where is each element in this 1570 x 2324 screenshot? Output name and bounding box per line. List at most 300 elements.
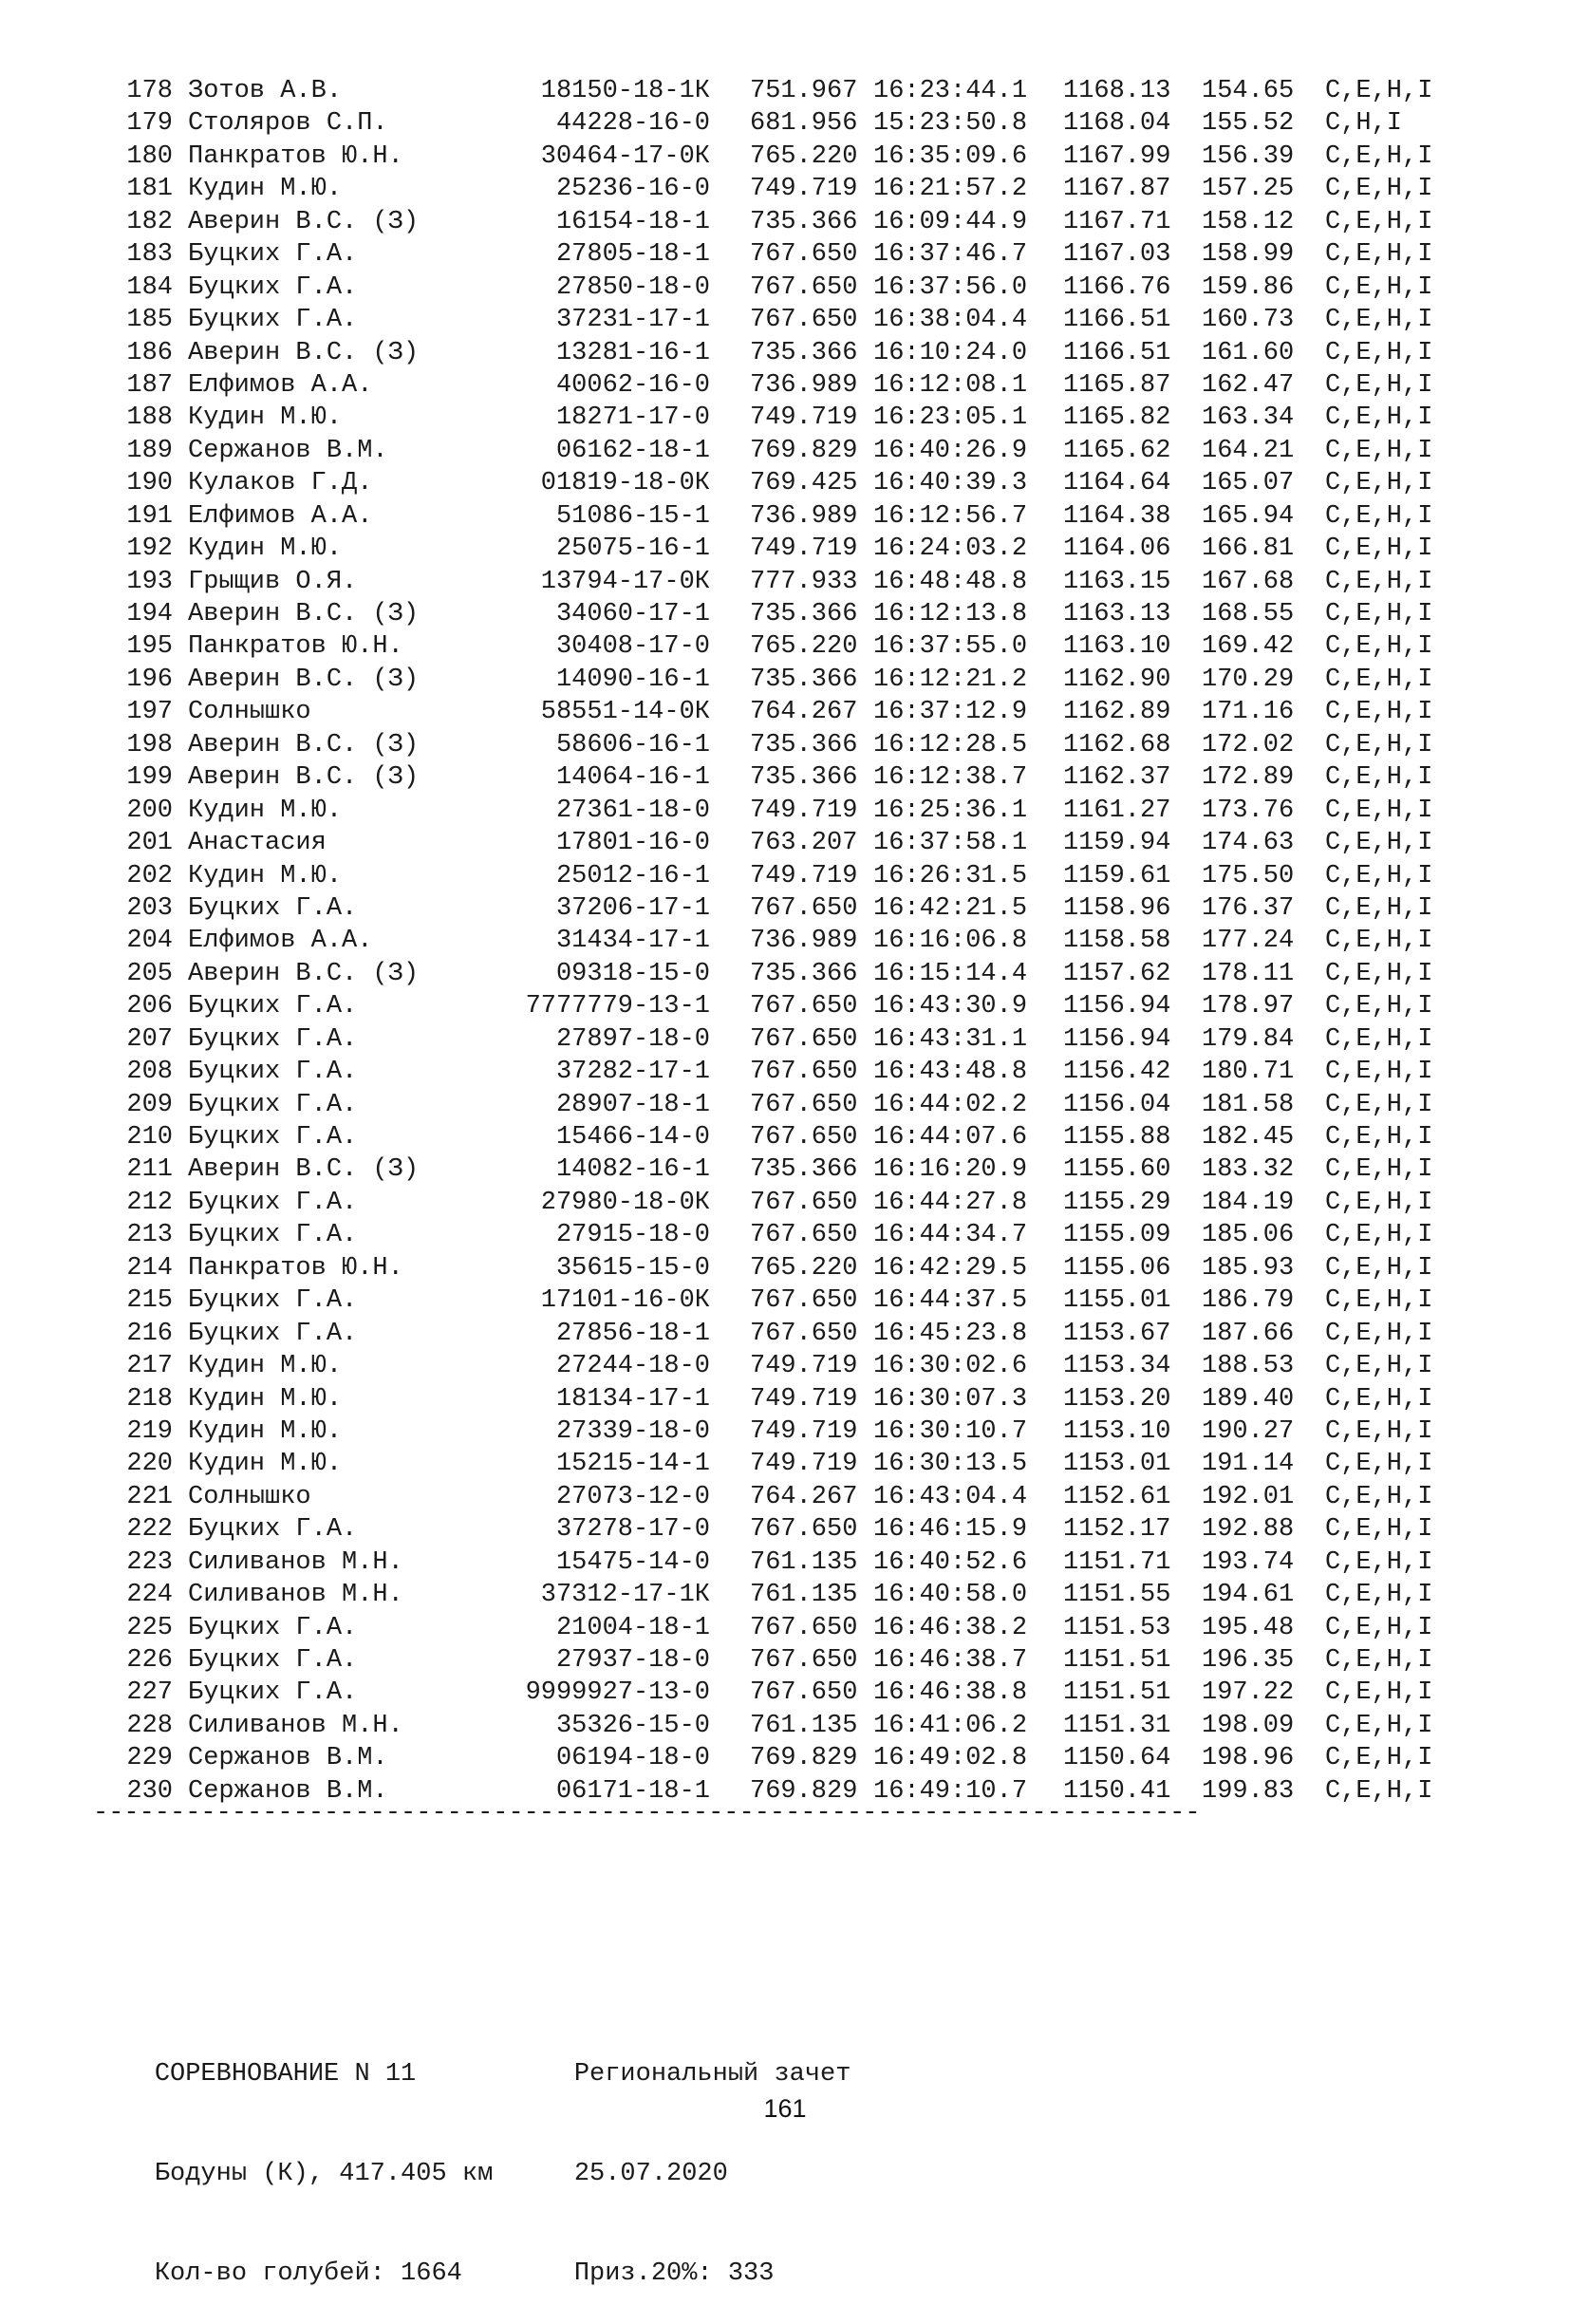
footer-row-3 [93, 2224, 850, 2288]
categories: C,E,H,I [1325, 1058, 1433, 1087]
place-number: 209 [126, 1090, 173, 1119]
categories: C,E,H,I [1325, 370, 1433, 400]
place-number: 207 [126, 1024, 173, 1054]
fancier-name: Кудин М.Ю. [188, 534, 343, 564]
place-number: 215 [126, 1286, 173, 1316]
distance: 749.719 [750, 1450, 858, 1479]
ring-number: 28907-18-1 [555, 1090, 710, 1119]
ring-number: 18271-17-0 [555, 403, 710, 433]
categories: C,E,H,I [1325, 1253, 1433, 1283]
fancier-name: Кудин М.Ю. [188, 861, 343, 890]
table-row [95, 272, 1432, 304]
table-row [95, 696, 1432, 728]
coefficient: 193.74 [1202, 1547, 1295, 1577]
fancier-name: Аверин В.С. (З) [188, 665, 420, 694]
distance: 767.650 [750, 272, 858, 302]
speed: 1155.09 [1063, 1221, 1171, 1250]
coefficient: 191.14 [1202, 1450, 1295, 1479]
distance: 749.719 [750, 796, 858, 825]
place-number: 184 [126, 272, 173, 302]
speed: 1167.99 [1063, 141, 1171, 171]
coefficient: 198.96 [1202, 1744, 1295, 1773]
fancier-name: Буцких Г.А. [188, 240, 358, 270]
ring-number: 15466-14-0 [555, 1123, 710, 1152]
place-number: 205 [126, 959, 173, 988]
distance: 735.366 [750, 959, 858, 988]
table-row [95, 1219, 1432, 1251]
categories: C,E,H,I [1325, 141, 1433, 171]
speed: 1167.71 [1063, 207, 1171, 236]
arrival-time: 16:41:06.2 [873, 1711, 1028, 1740]
fancier-name: Аверин В.С. (З) [188, 1155, 420, 1185]
coefficient: 159.86 [1202, 272, 1295, 302]
speed: 1159.94 [1063, 829, 1171, 858]
speed: 1162.90 [1063, 665, 1171, 694]
fancier-name: Панкратов Ю.Н. [188, 632, 403, 662]
coefficient: 170.29 [1202, 665, 1295, 694]
coefficient: 165.94 [1202, 501, 1295, 531]
fancier-name: Буцких Г.А. [188, 1090, 358, 1119]
place-number: 183 [126, 240, 173, 270]
table-row [95, 1284, 1432, 1317]
distance: 767.650 [750, 992, 858, 1021]
table-row [95, 925, 1432, 957]
categories: C,E,H,I [1325, 1450, 1433, 1479]
fancier-name: Солнышко [188, 698, 311, 727]
ring-number: 06171-18-1 [555, 1776, 710, 1806]
categories: C,E,H,I [1325, 796, 1433, 825]
footer-row-1 [93, 2025, 851, 2089]
distance: 749.719 [750, 403, 858, 433]
speed: 1158.58 [1063, 927, 1171, 956]
ring-number: 18150-18-1К [540, 77, 710, 105]
ring-number: 37312-17-1К [540, 1581, 710, 1610]
categories: C,E,H,I [1325, 1384, 1433, 1414]
coefficient: 178.97 [1202, 992, 1295, 1021]
speed: 1166.76 [1063, 272, 1171, 302]
categories: C,E,H,I [1325, 1744, 1433, 1773]
categories: C,E,H,I [1325, 1286, 1433, 1316]
table-row [95, 630, 1432, 663]
place-number: 179 [126, 109, 173, 139]
table-row [95, 1252, 1432, 1284]
categories: C,E,H,I [1325, 1188, 1433, 1217]
coefficient: 186.79 [1202, 1286, 1295, 1316]
coefficient: 192.88 [1202, 1515, 1295, 1545]
speed: 1155.06 [1063, 1253, 1171, 1283]
speed: 1162.37 [1063, 763, 1171, 793]
speed: 1153.01 [1063, 1450, 1171, 1479]
categories: C,E,H,I [1325, 1221, 1433, 1250]
speed: 1152.17 [1063, 1515, 1171, 1545]
table-row [95, 598, 1432, 630]
speed: 1162.68 [1063, 730, 1171, 759]
speed: 1164.06 [1063, 534, 1171, 564]
ring-number: 58606-16-1 [555, 730, 710, 759]
coefficient: 154.65 [1202, 77, 1295, 105]
coefficient: 185.93 [1202, 1253, 1295, 1283]
ring-number: 27897-18-0 [555, 1024, 710, 1054]
table-row [95, 664, 1432, 696]
fancier-name: Елфимов А.А. [188, 927, 373, 956]
distance: 764.267 [750, 1482, 858, 1511]
place-number: 212 [126, 1188, 173, 1217]
fancier-name: Панкратов Ю.Н. [188, 141, 403, 171]
place-number: 218 [126, 1384, 173, 1414]
table-row [95, 141, 1432, 173]
distance: 767.650 [750, 1319, 858, 1348]
speed: 1168.04 [1063, 109, 1171, 139]
arrival-time: 16:09:44.9 [873, 207, 1028, 236]
ring-number: 13281-16-1 [555, 338, 710, 367]
speed: 1166.51 [1063, 306, 1171, 335]
coefficient: 158.99 [1202, 240, 1295, 270]
arrival-time: 16:43:04.4 [873, 1482, 1028, 1511]
categories: C,E,H,I [1325, 403, 1433, 433]
speed: 1167.87 [1063, 175, 1171, 204]
speed: 1159.61 [1063, 861, 1171, 890]
table-row [95, 1415, 1432, 1448]
coefficient: 172.89 [1202, 763, 1295, 793]
fancier-name: Аверин В.С. (З) [188, 338, 420, 367]
distance: 767.650 [750, 240, 858, 270]
ring-number: 37231-17-1 [555, 306, 710, 335]
coefficient: 181.58 [1202, 1090, 1295, 1119]
arrival-time: 16:49:10.7 [873, 1776, 1028, 1806]
place-number: 180 [126, 141, 173, 171]
table-row [95, 1481, 1432, 1513]
distance: 769.829 [750, 436, 858, 465]
fancier-name: Буцких Г.А. [188, 1058, 358, 1087]
fancier-name: Буцких Г.А. [188, 1678, 358, 1708]
place-number: 195 [126, 632, 173, 662]
table-row [95, 435, 1432, 467]
ring-number: 27850-18-0 [555, 272, 710, 302]
categories: C,E,H,I [1325, 1090, 1433, 1119]
categories: C,E,H,I [1325, 1678, 1433, 1708]
ring-number: 16154-18-1 [555, 207, 710, 236]
speed: 1163.10 [1063, 632, 1171, 662]
speed: 1166.51 [1063, 338, 1171, 367]
categories: C,E,H,I [1325, 1352, 1433, 1381]
ring-number: 27937-18-0 [555, 1646, 710, 1675]
arrival-time: 16:12:38.7 [873, 763, 1028, 793]
arrival-time: 16:46:38.2 [873, 1613, 1028, 1642]
fancier-name: Столяров С.П. [188, 109, 388, 139]
table-row [95, 892, 1432, 925]
categories: C,E,H,I [1325, 1319, 1433, 1348]
arrival-time: 16:16:20.9 [873, 1155, 1028, 1185]
arrival-time: 16:24:03.2 [873, 534, 1028, 564]
ring-number: 9999927-13-0 [525, 1678, 710, 1708]
distance: 735.366 [750, 1155, 858, 1185]
fancier-name: Аверин В.С. (З) [188, 207, 420, 236]
ring-number: 27980-18-0К [540, 1188, 710, 1217]
place-number: 187 [126, 370, 173, 400]
table-row [95, 1546, 1432, 1579]
arrival-time: 16:43:31.1 [873, 1024, 1028, 1054]
table-row [95, 1383, 1432, 1415]
arrival-time: 16:15:14.4 [873, 959, 1028, 988]
categories: C,E,H,I [1325, 1416, 1433, 1446]
distance: 749.719 [750, 1416, 858, 1446]
ring-number: 27073-12-0 [555, 1482, 710, 1511]
distance: 761.135 [750, 1547, 858, 1577]
categories: C,E,H,I [1325, 632, 1433, 662]
fancier-name: Буцких Г.А. [188, 893, 358, 923]
coefficient: 183.32 [1202, 1155, 1295, 1185]
coefficient: 185.06 [1202, 1221, 1295, 1250]
coefficient: 180.71 [1202, 1058, 1295, 1087]
ring-number: 27805-18-1 [555, 240, 710, 270]
distance: 735.366 [750, 763, 858, 793]
coefficient: 190.27 [1202, 1416, 1295, 1446]
arrival-time: 16:40:26.9 [873, 436, 1028, 465]
distance: 767.650 [750, 1613, 858, 1642]
categories: C,E,H,I [1325, 1776, 1433, 1806]
place-number: 222 [126, 1515, 173, 1545]
ring-number: 30464-17-0К [540, 141, 710, 171]
table-row [95, 1742, 1432, 1774]
arrival-time: 16:12:08.1 [873, 370, 1028, 400]
distance: 767.650 [750, 1090, 858, 1119]
arrival-time: 16:46:38.7 [873, 1646, 1028, 1675]
ring-number: 14064-16-1 [555, 763, 710, 793]
fancier-name: Сержанов В.М. [188, 1744, 388, 1773]
place-number: 191 [126, 501, 173, 531]
competition-number: СОРЕВНОВАНИЕ N 11 [154, 2060, 417, 2089]
fancier-name: Сержанов В.М. [188, 1776, 388, 1806]
speed: 1164.38 [1063, 501, 1171, 531]
distance: 736.989 [750, 370, 858, 400]
place-number: 210 [126, 1123, 173, 1152]
place-number: 189 [126, 436, 173, 465]
arrival-time: 16:37:56.0 [873, 272, 1028, 302]
place-number: 211 [126, 1155, 173, 1185]
fancier-name: Аверин В.С. (З) [188, 730, 420, 759]
fancier-name: Кудин М.Ю. [188, 1416, 343, 1446]
coefficient: 162.47 [1202, 370, 1295, 400]
table-row [95, 795, 1432, 827]
coefficient: 199.83 [1202, 1776, 1295, 1806]
speed: 1150.41 [1063, 1776, 1171, 1806]
fancier-name: Буцких Г.А. [188, 272, 358, 302]
categories: C,E,H,I [1325, 1155, 1433, 1185]
arrival-time: 16:45:23.8 [873, 1319, 1028, 1348]
speed: 1152.61 [1063, 1482, 1171, 1511]
arrival-time: 16:38:04.4 [873, 306, 1028, 335]
place-number: 225 [126, 1613, 173, 1642]
fancier-name: Кудин М.Ю. [188, 796, 343, 825]
table-row [95, 107, 1432, 140]
categories: C,E,H,I [1325, 665, 1433, 694]
speed: 1155.60 [1063, 1155, 1171, 1185]
distance: 767.650 [750, 1515, 858, 1545]
categories: C,E,H,I [1325, 240, 1433, 270]
ring-number: 34060-17-1 [555, 600, 710, 628]
place-number: 188 [126, 403, 173, 433]
speed: 1156.04 [1063, 1090, 1171, 1119]
categories: C,E,H,I [1325, 992, 1433, 1021]
ring-number: 37278-17-0 [555, 1515, 710, 1545]
distance: 736.989 [750, 927, 858, 956]
speed: 1156.94 [1063, 1024, 1171, 1054]
arrival-time: 16:42:29.5 [873, 1253, 1028, 1283]
coefficient: 172.02 [1202, 730, 1295, 759]
fancier-name: Буцких Г.А. [188, 1646, 358, 1675]
table-row [95, 1187, 1432, 1219]
distance: 765.220 [750, 1253, 858, 1283]
table-row [95, 761, 1432, 794]
place-number: 196 [126, 665, 173, 694]
ring-number: 25012-16-1 [555, 861, 710, 890]
speed: 1153.20 [1063, 1384, 1171, 1414]
ring-number: 21004-18-1 [555, 1613, 710, 1642]
coefficient: 158.12 [1202, 207, 1295, 236]
place-number: 213 [126, 1221, 173, 1250]
table-row [95, 1056, 1432, 1088]
coefficient: 188.53 [1202, 1352, 1295, 1381]
ring-number: 7777779-13-1 [525, 992, 710, 1021]
table-row [95, 402, 1432, 434]
arrival-time: 16:30:07.3 [873, 1384, 1028, 1414]
arrival-time: 16:44:27.8 [873, 1188, 1028, 1217]
speed: 1151.55 [1063, 1581, 1171, 1610]
distance: 764.267 [750, 698, 858, 727]
categories: C,E,H,I [1325, 1482, 1433, 1511]
coefficient: 168.55 [1202, 600, 1295, 628]
coefficient: 161.60 [1202, 338, 1295, 367]
speed: 1151.71 [1063, 1547, 1171, 1577]
place-number: 197 [126, 698, 173, 727]
fancier-name: Аверин В.С. (З) [188, 600, 420, 628]
place-number: 198 [126, 730, 173, 759]
arrival-time: 16:44:37.5 [873, 1286, 1028, 1316]
speed: 1153.34 [1063, 1352, 1171, 1381]
fancier-name: Аверин В.С. (З) [188, 959, 420, 988]
table-row [95, 1612, 1432, 1644]
ring-number: 27244-18-0 [555, 1352, 710, 1381]
place-number: 199 [126, 763, 173, 793]
speed: 1161.27 [1063, 796, 1171, 825]
coefficient: 184.19 [1202, 1188, 1295, 1217]
place-number: 220 [126, 1450, 173, 1479]
speed: 1156.94 [1063, 992, 1171, 1021]
distance: 751.967 [750, 77, 858, 105]
arrival-time: 16:44:34.7 [873, 1221, 1028, 1250]
table-row [95, 1644, 1432, 1677]
arrival-time: 16:37:46.7 [873, 240, 1028, 270]
ring-number: 27915-18-0 [555, 1221, 710, 1250]
ring-number: 30408-17-0 [555, 632, 710, 662]
page-number: 161 [763, 2094, 807, 2123]
ring-number: 58551-14-0К [540, 698, 710, 727]
arrival-time: 16:48:48.8 [873, 567, 1028, 596]
arrival-time: 16:46:15.9 [873, 1515, 1028, 1545]
place-number: 216 [126, 1319, 173, 1348]
place-number: 219 [126, 1416, 173, 1446]
arrival-time: 16:35:09.6 [873, 141, 1028, 171]
categories: C,E,H,I [1325, 77, 1433, 105]
place-number: 203 [126, 893, 173, 923]
distance: 749.719 [750, 1384, 858, 1414]
place-number: 190 [126, 469, 173, 498]
speed: 1151.31 [1063, 1711, 1171, 1740]
ring-number: 40062-16-0 [555, 370, 710, 400]
categories: C,E,H,I [1325, 829, 1433, 858]
speed: 1158.96 [1063, 893, 1171, 923]
place-number: 223 [126, 1547, 173, 1577]
distance: 681.956 [750, 109, 858, 139]
categories: C,E,H,I [1325, 1581, 1433, 1610]
fancier-name: Кудин М.Ю. [188, 175, 343, 204]
ring-number: 15215-14-1 [555, 1450, 710, 1479]
fancier-name: Грыщив О.Я. [188, 567, 358, 596]
place-number: 193 [126, 567, 173, 596]
place-number: 206 [126, 992, 173, 1021]
speed: 1165.87 [1063, 370, 1171, 400]
competition-date: 25.07.2020 [573, 2160, 728, 2188]
place-number: 224 [126, 1581, 173, 1610]
arrival-time: 16:30:13.5 [873, 1450, 1028, 1479]
distance: 749.719 [750, 1352, 858, 1381]
place-number: 217 [126, 1352, 173, 1381]
coefficient: 167.68 [1202, 567, 1295, 596]
place-number: 230 [126, 1776, 173, 1806]
place-number: 204 [126, 927, 173, 956]
distance: 749.719 [750, 534, 858, 564]
arrival-time: 16:49:02.8 [873, 1744, 1028, 1773]
place-number: 228 [126, 1711, 173, 1740]
distance: 767.650 [750, 1188, 858, 1217]
coefficient: 157.25 [1202, 175, 1295, 204]
footer-row-2 [93, 2125, 850, 2188]
arrival-time: 16:12:13.8 [873, 600, 1028, 628]
coefficient: 173.76 [1202, 796, 1295, 825]
speed: 1151.53 [1063, 1613, 1171, 1642]
release-location: Бодуны (К), 417.405 км [154, 2160, 494, 2188]
categories: C,E,H,I [1325, 893, 1433, 923]
results-table [95, 75, 1432, 1808]
arrival-time: 16:44:07.6 [873, 1123, 1028, 1152]
ring-number: 35326-15-0 [555, 1711, 710, 1740]
distance: 767.650 [750, 1678, 858, 1708]
categories: C,E,H,I [1325, 959, 1433, 988]
coefficient: 192.01 [1202, 1482, 1295, 1511]
place-number: 185 [126, 306, 173, 335]
fancier-name: Буцких Г.А. [188, 992, 358, 1021]
arrival-time: 16:30:02.6 [873, 1352, 1028, 1381]
speed: 1155.01 [1063, 1286, 1171, 1316]
table-row [95, 1121, 1432, 1153]
speed: 1151.51 [1063, 1678, 1171, 1708]
coefficient: 169.42 [1202, 632, 1295, 662]
categories: C,E,H,I [1325, 306, 1433, 335]
ring-number: 13794-17-0К [540, 567, 710, 596]
categories: C,E,H,I [1325, 338, 1433, 367]
table-row [95, 533, 1432, 565]
coefficient: 182.45 [1202, 1123, 1295, 1152]
categories: C,E,H,I [1325, 175, 1433, 204]
arrival-time: 16:26:31.5 [873, 861, 1028, 890]
distance: 767.650 [750, 306, 858, 335]
coefficient: 163.34 [1202, 403, 1295, 433]
speed: 1155.88 [1063, 1123, 1171, 1152]
distance: 767.650 [750, 893, 858, 923]
arrival-time: 16:16:06.8 [873, 927, 1028, 956]
ring-number: 25236-16-0 [555, 175, 710, 204]
coefficient: 195.48 [1202, 1613, 1295, 1642]
